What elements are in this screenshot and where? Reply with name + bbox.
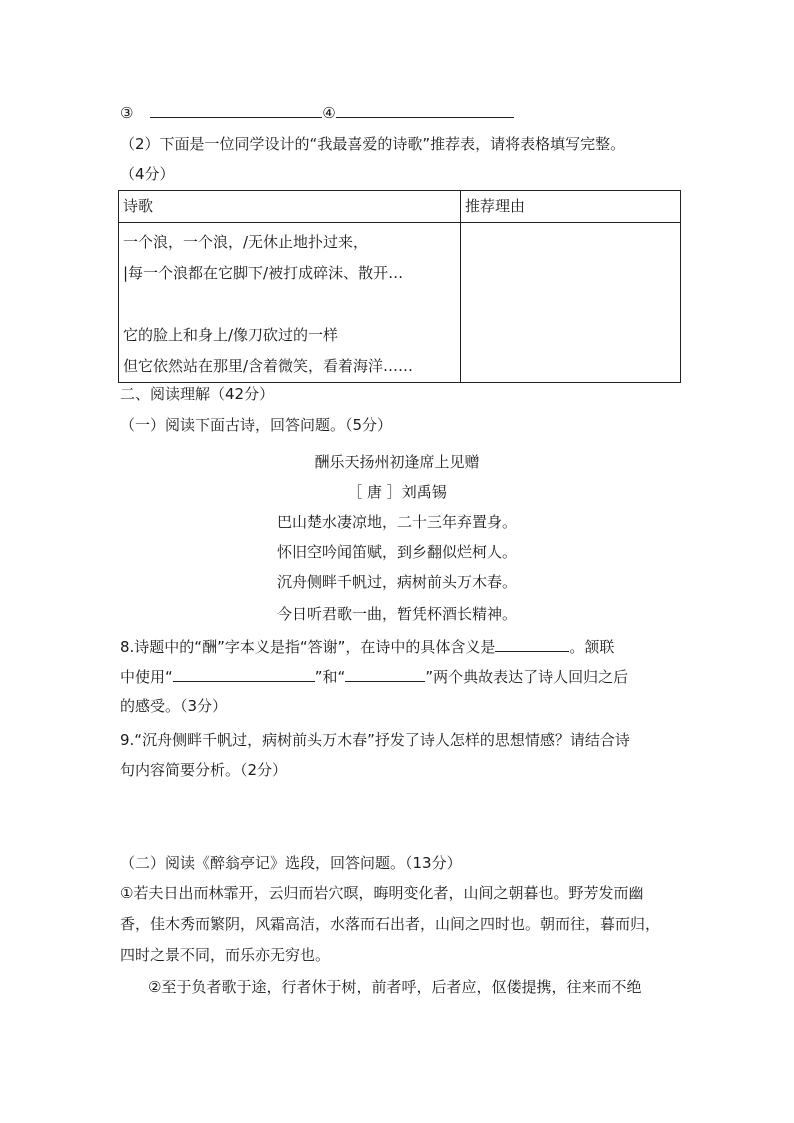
poem-line: 它的脸上和身上/像刀砍过的一样 bbox=[123, 326, 339, 344]
question-8-line-2: 中使用“ ”和“ ”两个典故表达了诗人回归之后 bbox=[120, 668, 629, 686]
question-2-points: （4分） bbox=[120, 165, 175, 183]
answer-blank-3[interactable] bbox=[150, 102, 322, 118]
passage-line: 香，佳木秀而繁阴，风霜高洁，水落而石出者，山间之四时也。朝而往，暮而归， bbox=[120, 915, 661, 933]
part-1-intro: （一）阅读下面古诗，回答问题。（5分） bbox=[120, 416, 393, 434]
table-header-poem: 诗歌 bbox=[119, 191, 461, 223]
table-poem-cell bbox=[119, 223, 461, 383]
poem-line: |每一个浪都在它脚下/被打成碎沫、散开… bbox=[123, 264, 404, 282]
poem-line: 巴山楚水凄凉地，二十三年弃置身。 bbox=[276, 513, 517, 531]
passage-line: ②至于负者歌于途，行者休于树，前者呼，后者应，伛偻提携，往来而不绝 bbox=[148, 978, 642, 996]
poem-line: 一个浪，一个浪，/无休止地扑过来， bbox=[123, 233, 369, 251]
answer-blank-4[interactable] bbox=[336, 102, 514, 118]
table-header-reason: 推荐理由 bbox=[461, 191, 681, 223]
answer-blank-q8-allusion-2[interactable] bbox=[345, 666, 425, 682]
question-8-line-1: 8.诗题中的“酬”字本义是指“答谢”，在诗中的具体含义是 。颔联 bbox=[120, 638, 615, 656]
table-reason-cell[interactable] bbox=[461, 223, 681, 383]
poem-line: 怀旧空吟闻笛赋，到乡翻似烂柯人。 bbox=[276, 543, 517, 561]
answer-blanks-row bbox=[120, 102, 514, 123]
blank-marker-4: ④ bbox=[322, 104, 336, 122]
question-9-line-1: 9.“沉舟侧畔千帆过，病树前头万木春”抒发了诗人怎样的思想情感？请结合诗 bbox=[120, 731, 630, 749]
question-8-line-3: 的感受。（3分） bbox=[120, 697, 228, 715]
blank-marker-3: ③ bbox=[120, 104, 134, 122]
passage-line: ①若夫日出而林霏开，云归而岩穴暝，晦明变化者，山间之朝暮也。野芳发而幽 bbox=[120, 884, 644, 902]
answer-blank-q8-allusion-1[interactable] bbox=[173, 666, 315, 682]
recommendation-table bbox=[118, 190, 681, 383]
passage-line: 四时之景不同，而乐亦无穷也。 bbox=[120, 946, 331, 964]
part-2-intro: （二）阅读《醉翁亭记》选段，回答问题。（13分） bbox=[120, 854, 462, 872]
poem-title: 酬乐天扬州初逢席上见赠 bbox=[314, 453, 480, 471]
section-2-title: 二、阅读理解（42分） bbox=[120, 385, 275, 403]
poem-line: 但它依然站在那里/含着微笑，看着海洋…… bbox=[123, 357, 414, 375]
answer-blank-q8-meaning[interactable] bbox=[495, 636, 569, 652]
poem-author: ［ 唐 ］刘禹锡 bbox=[347, 483, 447, 501]
poem-line: 今日听君歌一曲，暂凭杯酒长精神。 bbox=[276, 605, 517, 623]
question-2-prompt: （2）下面是一位同学设计的“我最喜爱的诗歌”推荐表，请将表格填写完整。 bbox=[120, 135, 626, 153]
question-9-line-2: 句内容简要分析。（2分） bbox=[120, 761, 288, 779]
poem-line: 沉舟侧畔千帆过，病树前头万木春。 bbox=[276, 573, 517, 591]
